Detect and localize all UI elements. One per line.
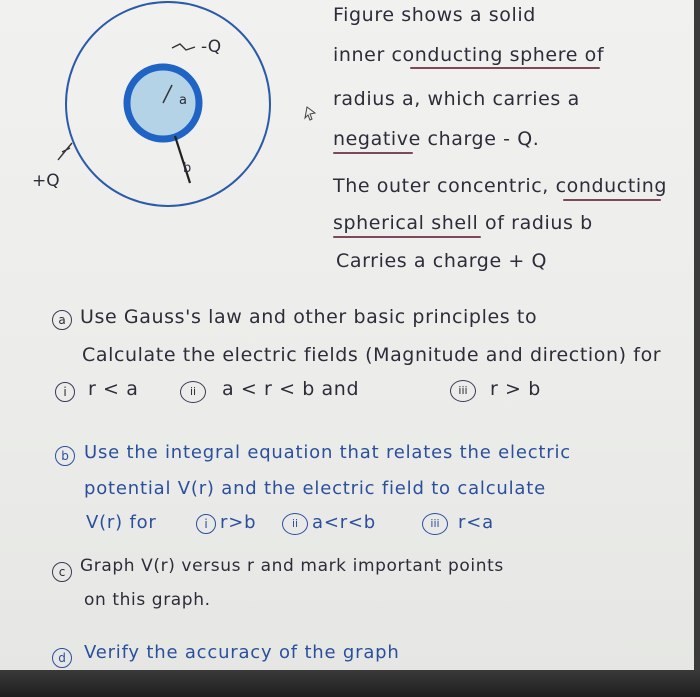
- part-d-line-1: Verify the accuracy of the graph: [84, 642, 400, 663]
- intro-line-3: radius a, which carries a: [333, 88, 580, 110]
- part-a-item-iii-marker: iii: [450, 380, 476, 402]
- intro-charge-text: charge - Q.: [420, 128, 540, 150]
- plus-q-arrow: [58, 143, 72, 160]
- intro-line-5: [333, 175, 667, 197]
- part-b-item-iii-marker: iii: [422, 513, 448, 535]
- intro-line-7: Carries a charge + Q: [336, 250, 548, 272]
- underline-negative: [333, 152, 413, 154]
- underline-conducting-sphere: [410, 67, 600, 69]
- a-label: a: [179, 93, 187, 108]
- part-b-line-1: Use the integral equation that relates the electric: [84, 442, 571, 463]
- intro-outer-text: The outer concentric,: [333, 175, 556, 197]
- underline-spherical-shell: [333, 236, 481, 238]
- part-a-item-ii: a < r < b and: [222, 378, 360, 400]
- part-b-item-ii-marker: ii: [282, 513, 308, 535]
- page-edge-shadow: [694, 0, 700, 697]
- part-d-marker: d: [52, 648, 72, 668]
- desk-background: [0, 670, 700, 697]
- part-a-item-i: r < a: [88, 378, 139, 400]
- intro-line-4: [333, 128, 539, 150]
- intro-radius-b: of radius b: [478, 212, 593, 234]
- plus-q-label: +Q: [32, 171, 60, 191]
- intro-spherical-shell: spherical shell: [333, 212, 479, 234]
- part-a-line-1: Use Gauss's law and other basic principles to: [80, 306, 538, 328]
- part-b-line-3: V(r) for: [86, 512, 157, 533]
- part-a-line-2: Calculate the electric fields (Magnitude and direction) for: [82, 344, 662, 366]
- intro-negative-word: negative: [333, 128, 421, 150]
- part-a-item-iii: r > b: [490, 378, 541, 400]
- underline-conducting: [563, 199, 661, 201]
- part-c-marker: c: [52, 562, 72, 582]
- b-label: b: [183, 161, 192, 176]
- part-b-item-ii: a<r<b: [312, 512, 377, 533]
- intro-line-1: Figure shows a solid: [333, 4, 536, 26]
- intro-line-6: [333, 212, 593, 234]
- part-c-line-1: Graph V(r) versus r and mark important points: [80, 556, 504, 576]
- minus-q-arrow: [172, 44, 195, 50]
- cursor-mark: [305, 107, 315, 120]
- part-b-item-i-marker: i: [196, 514, 216, 534]
- part-a-item-i-marker: i: [55, 382, 75, 402]
- intro-conducting-word: conducting: [555, 175, 668, 197]
- part-a-marker: a: [52, 310, 72, 330]
- intro-line-2: inner conducting sphere of: [333, 44, 605, 66]
- concentric-spheres-figure: [0, 0, 320, 280]
- part-a-item-ii-marker: ii: [180, 381, 206, 403]
- part-b-line-2: potential V(r) and the electric field to calculate: [84, 478, 546, 499]
- part-b-item-i: r>b: [220, 512, 257, 533]
- part-b-item-iii: r<a: [458, 512, 494, 533]
- minus-q-label: -Q: [201, 37, 222, 57]
- part-b-marker: b: [55, 446, 75, 466]
- part-c-line-2: on this graph.: [84, 590, 211, 610]
